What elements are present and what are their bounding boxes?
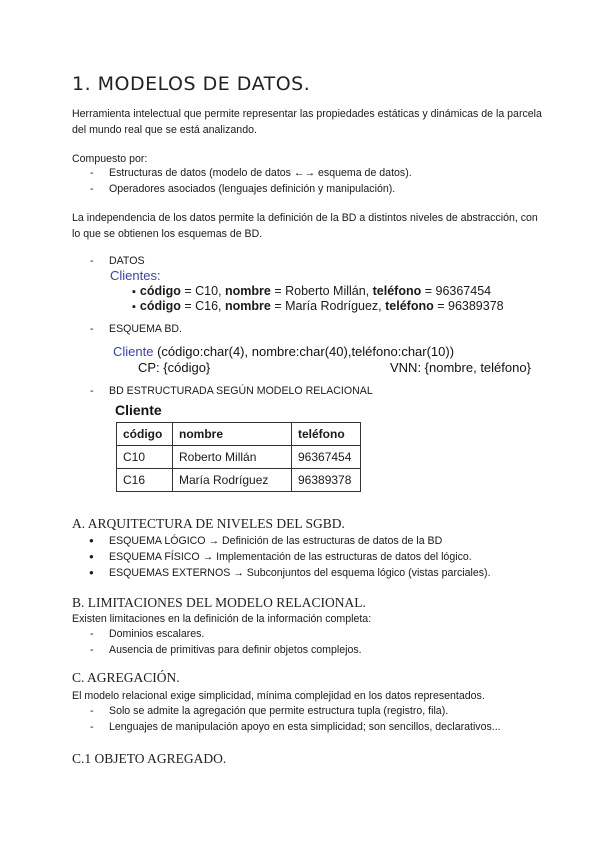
compuesto-list xyxy=(72,165,412,197)
field-value: = María Rodríguez, xyxy=(270,299,386,313)
field-key: teléfono xyxy=(385,299,434,313)
section-c-list xyxy=(72,703,501,735)
table-cell: Roberto Millán xyxy=(173,446,292,469)
table-header-cell: teléfono xyxy=(292,423,361,446)
list-item: - Operadores asociados (lenguajes definición y manipulación). xyxy=(72,181,412,197)
primary-key: CP: {código} xyxy=(138,360,211,375)
list-item: - Ausencia de primitivas para definir objetos complejos. xyxy=(72,642,362,658)
esquema-definition xyxy=(113,344,454,359)
section-b-list xyxy=(72,626,362,658)
section-c-title: C. AGREGACIÓN. xyxy=(72,670,180,685)
table-cell: 96367454 xyxy=(292,446,361,469)
section-a-title: A. ARQUITECTURA DE NIVELES DEL SGBD. xyxy=(72,516,345,531)
table-row xyxy=(117,446,361,469)
table-cell: María Rodríguez xyxy=(173,469,292,492)
field-key: nombre xyxy=(225,299,271,313)
compuesto-label: Compuesto por: xyxy=(72,153,148,165)
table-header-row xyxy=(117,423,361,446)
list-item: ● ESQUEMAS EXTERNOS → Subconjuntos del esquema lógico (vistas parciales). xyxy=(72,565,491,581)
list-item: ● ESQUEMA FÍSICO → Implementación de las estructuras de datos del lógico. xyxy=(72,549,491,565)
section-b-title: B. LIMITACIONES DEL MODELO RELACIONAL. xyxy=(72,595,366,610)
datos-row xyxy=(132,299,504,313)
esquema-label: - ESQUEMA BD. xyxy=(72,321,182,337)
field-value: = 96367454 xyxy=(421,284,492,298)
table-cell: C16 xyxy=(117,469,173,492)
field-value: = 96389378 xyxy=(433,299,504,313)
table-header-cell: código xyxy=(117,423,173,446)
field-key: código xyxy=(139,284,181,298)
table-title: Cliente xyxy=(115,402,162,418)
intro-paragraph: Herramienta intelectual que permite representar las propiedades estáticas y dinámicas de la parcela del mundo real que se está analizando. xyxy=(72,108,542,136)
field-value: = Roberto Millán, xyxy=(270,284,373,298)
page-title: 1. MODELOS DE DATOS. xyxy=(72,73,311,95)
list-item: - Lenguajes de manipulación apoyo en esta simplicidad; son sencillos, declarativos... xyxy=(72,719,501,735)
bd-estructurada-label: - BD ESTRUCTURADA SEGÚN MODELO RELACIONAL xyxy=(72,383,373,399)
list-item: - Estructuras de datos (modelo de datos ←→ esquema de datos). xyxy=(72,165,412,181)
field-key: nombre xyxy=(225,284,271,298)
not-null-values: VNN: {nombre, teléfono} xyxy=(390,360,531,375)
field-value: = C16, xyxy=(180,299,225,313)
bd-estructurada-list xyxy=(72,383,373,399)
cliente-table xyxy=(116,422,361,492)
list-item: - Solo se admite la agregación que permite estructura tupla (registro, fila). xyxy=(72,703,501,719)
list-item: ● ESQUEMA LÓGICO → Definición de las estructuras de datos de la BD xyxy=(72,533,491,549)
datos-label: - DATOS xyxy=(72,253,145,269)
table-header-cell: nombre xyxy=(173,423,292,446)
cliente-attributes: (código:char(4), nombre:char(40),teléfono:char(10)) xyxy=(153,344,455,359)
section-b-intro: Existen limitaciones en la definición de la información completa: xyxy=(72,613,372,625)
list-item: - Dominios escalares. xyxy=(72,626,362,642)
clientes-label: Clientes: xyxy=(110,268,161,283)
cliente-relation-name: Cliente xyxy=(113,344,154,359)
esquema-list xyxy=(72,321,182,337)
datos-list xyxy=(72,253,145,269)
independencia-paragraph: La independencia de los datos permite la definición de la BD a distintos niveles de abstracción, con lo que se obtienen los esquemas de BD. xyxy=(72,212,538,240)
datos-row xyxy=(132,284,491,298)
table-cell: 96389378 xyxy=(292,469,361,492)
field-value: = C10, xyxy=(180,284,225,298)
table-row xyxy=(117,469,361,492)
section-c1-title: C.1 OBJETO AGREGADO. xyxy=(72,751,227,766)
section-c-intro: El modelo relacional exige simplicidad, mínima complejidad en los datos representados. xyxy=(72,690,485,702)
field-key: código xyxy=(139,299,181,313)
section-a-list xyxy=(72,533,491,581)
table-cell: C10 xyxy=(117,446,173,469)
field-key: teléfono xyxy=(372,284,422,298)
